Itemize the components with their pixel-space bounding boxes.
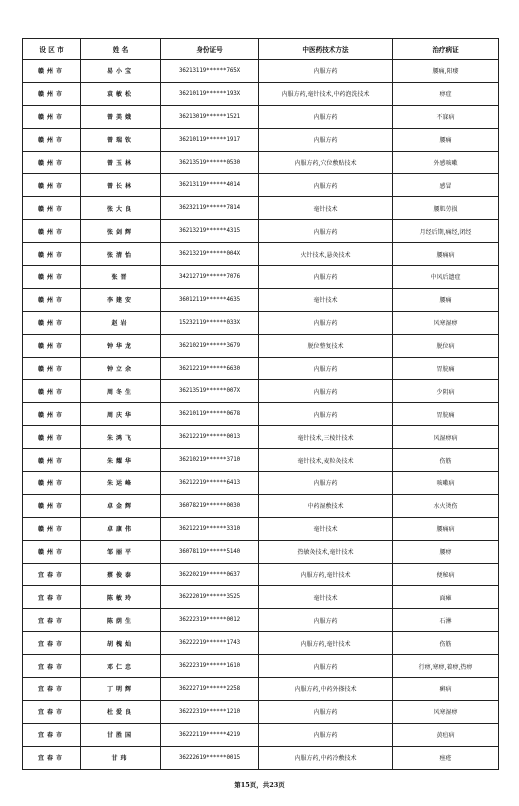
cell-method: 火针技术,悬灸技术 <box>259 243 393 266</box>
cell-method: 内服方药,毫针技术 <box>259 632 393 655</box>
cell-name: 赵岩 <box>81 311 161 334</box>
cell-city: 宜春市 <box>23 723 81 746</box>
cell-condition: 伤筋 <box>393 449 499 472</box>
cell-name: 胡槐灿 <box>81 632 161 655</box>
table-row <box>23 517 499 540</box>
cell-condition: 脱位病 <box>393 334 499 357</box>
cell-city: 赣州市 <box>23 128 81 151</box>
cell-city: 赣州市 <box>23 426 81 449</box>
cell-method: 内服方药 <box>259 105 393 128</box>
cell-condition: 水火烫伤 <box>393 494 499 517</box>
cell-method: 脱位整复技术 <box>259 334 393 357</box>
cell-id-number: 36213019******1521 <box>161 105 259 128</box>
cell-method: 内服方药 <box>259 472 393 495</box>
table-row <box>23 655 499 678</box>
cell-name: 邹丽平 <box>81 540 161 563</box>
cell-method: 热敏灸技术,毫针技术 <box>259 540 393 563</box>
cell-id-number: 36222119******4219 <box>161 723 259 746</box>
cell-city: 宜春市 <box>23 609 81 632</box>
header-id-number: 身份证号 <box>161 39 259 60</box>
cell-condition: 面瘫 <box>393 586 499 609</box>
table-row <box>23 311 499 334</box>
cell-condition: 腰痛 <box>393 128 499 151</box>
table-row <box>23 426 499 449</box>
cell-condition: 胃脘痛 <box>393 403 499 426</box>
header-name: 姓 名 <box>81 39 161 60</box>
cell-id-number: 36210219******3710 <box>161 449 259 472</box>
cell-method: 内服方药 <box>259 174 393 197</box>
cell-condition: 便秘病 <box>393 563 499 586</box>
cell-id-number: 36210119******0678 <box>161 403 259 426</box>
table-row <box>23 632 499 655</box>
cell-name: 蔡俊泰 <box>81 563 161 586</box>
cell-method: 内服方药 <box>259 723 393 746</box>
cell-id-number: 36012119******4635 <box>161 288 259 311</box>
table-row <box>23 609 499 632</box>
cell-condition: 腰痛病 <box>393 517 499 540</box>
cell-id-number: 36222719******2258 <box>161 678 259 701</box>
cell-name: 朱耀华 <box>81 449 161 472</box>
cell-name: 袁敏松 <box>81 82 161 105</box>
cell-id-number: 36212219******6630 <box>161 357 259 380</box>
cell-name: 周庆华 <box>81 403 161 426</box>
cell-name: 曾美娥 <box>81 105 161 128</box>
cell-city: 宜春市 <box>23 678 81 701</box>
cell-condition: 咳嗽病 <box>393 472 499 495</box>
cell-name: 邓仁忠 <box>81 655 161 678</box>
cell-method: 内服方药,中药冷敷技术 <box>259 746 393 769</box>
cell-name: 杜爱良 <box>81 700 161 723</box>
table-row <box>23 678 499 701</box>
cell-city: 赣州市 <box>23 449 81 472</box>
cell-id-number: 36222619******0015 <box>161 746 259 769</box>
cell-name: 周冬生 <box>81 380 161 403</box>
cell-method: 内服方药 <box>259 655 393 678</box>
cell-city: 宜春市 <box>23 632 81 655</box>
cell-method: 中药湿敷技术 <box>259 494 393 517</box>
cell-name: 甘玮 <box>81 746 161 769</box>
data-table-container <box>22 38 498 770</box>
cell-name: 陈荫生 <box>81 609 161 632</box>
cell-id-number: 36210219******3679 <box>161 334 259 357</box>
cell-name: 钟华龙 <box>81 334 161 357</box>
cell-city: 赣州市 <box>23 472 81 495</box>
cell-name: 丁明辉 <box>81 678 161 701</box>
cell-condition: 痤疮 <box>393 746 499 769</box>
table-row <box>23 174 499 197</box>
cell-city: 赣州市 <box>23 403 81 426</box>
cell-city: 宜春市 <box>23 746 81 769</box>
cell-method: 内服方药 <box>259 311 393 334</box>
cell-method: 内服方药 <box>259 220 393 243</box>
table-row <box>23 334 499 357</box>
cell-city: 赣州市 <box>23 540 81 563</box>
cell-city: 赣州市 <box>23 494 81 517</box>
cell-id-number: 36213219******004X <box>161 243 259 266</box>
cell-id-number: 36213119******765X <box>161 60 259 83</box>
cell-method: 内服方药 <box>259 609 393 632</box>
cell-condition: 伤筋 <box>393 632 499 655</box>
table-row <box>23 746 499 769</box>
table-row <box>23 723 499 746</box>
cell-id-number: 36222319******1610 <box>161 655 259 678</box>
table-row <box>23 380 499 403</box>
cell-condition: 腰痛 <box>393 288 499 311</box>
cell-condition: 腰痛,阳痿 <box>393 60 499 83</box>
cell-name: 张清怡 <box>81 243 161 266</box>
cell-name: 曾长林 <box>81 174 161 197</box>
table-row <box>23 288 499 311</box>
cell-name: 朱鸿飞 <box>81 426 161 449</box>
cell-id-number: 36213519******007X <box>161 380 259 403</box>
header-condition: 治疗病证 <box>393 39 499 60</box>
table-row <box>23 472 499 495</box>
cell-city: 赣州市 <box>23 311 81 334</box>
table-row <box>23 105 499 128</box>
cell-id-number: 34212719******7076 <box>161 266 259 289</box>
cell-method: 内服方药 <box>259 128 393 151</box>
cell-condition: 中风后遗症 <box>393 266 499 289</box>
cell-condition: 黄疸病 <box>393 723 499 746</box>
cell-id-number: 36222319******1210 <box>161 700 259 723</box>
cell-method: 毫针技术 <box>259 288 393 311</box>
cell-city: 赣州市 <box>23 220 81 243</box>
cell-id-number: 36220219******0637 <box>161 563 259 586</box>
practitioner-table <box>22 38 499 770</box>
cell-city: 宜春市 <box>23 700 81 723</box>
table-row <box>23 563 499 586</box>
cell-name: 甘胜国 <box>81 723 161 746</box>
cell-condition: 风寒湿痹 <box>393 311 499 334</box>
cell-condition: 感冒 <box>393 174 499 197</box>
cell-name: 曾瑞钦 <box>81 128 161 151</box>
cell-city: 赣州市 <box>23 380 81 403</box>
cell-method: 内服方药,穴位敷贴技术 <box>259 151 393 174</box>
table-row <box>23 403 499 426</box>
cell-condition: 月经后期,痛经,闭经 <box>393 220 499 243</box>
cell-condition: 癣病 <box>393 678 499 701</box>
cell-id-number: 36222219******1743 <box>161 632 259 655</box>
cell-condition: 少阴病 <box>393 380 499 403</box>
table-row <box>23 266 499 289</box>
cell-condition: 风寒湿痹 <box>393 700 499 723</box>
table-row <box>23 357 499 380</box>
cell-id-number: 36212219******6413 <box>161 472 259 495</box>
cell-city: 赣州市 <box>23 288 81 311</box>
table-row <box>23 151 499 174</box>
cell-condition: 不寐病 <box>393 105 499 128</box>
cell-id-number: 15232119******033X <box>161 311 259 334</box>
cell-city: 赣州市 <box>23 60 81 83</box>
cell-city: 赣州市 <box>23 151 81 174</box>
cell-condition: 胃脘痛 <box>393 357 499 380</box>
cell-method: 内服方药 <box>259 357 393 380</box>
cell-city: 赣州市 <box>23 266 81 289</box>
table-row <box>23 540 499 563</box>
cell-city: 赣州市 <box>23 517 81 540</box>
header-city: 设 区 市 <box>23 39 81 60</box>
cell-condition: 痹症 <box>393 82 499 105</box>
cell-method: 内服方药 <box>259 380 393 403</box>
cell-id-number: 36213119******4014 <box>161 174 259 197</box>
cell-condition: 外感咳嗽 <box>393 151 499 174</box>
cell-method: 内服方药,毫针技术 <box>259 563 393 586</box>
cell-city: 赣州市 <box>23 334 81 357</box>
cell-name: 张剑辉 <box>81 220 161 243</box>
cell-method: 毫针技术 <box>259 517 393 540</box>
cell-method: 内服方药 <box>259 266 393 289</box>
cell-id-number: 36078219******0030 <box>161 494 259 517</box>
cell-city: 赣州市 <box>23 197 81 220</box>
cell-condition: 腰肌劳损 <box>393 197 499 220</box>
cell-city: 赣州市 <box>23 174 81 197</box>
cell-id-number: 36232119******7814 <box>161 197 259 220</box>
cell-condition: 腰痛病 <box>393 243 499 266</box>
cell-id-number: 36213219******4315 <box>161 220 259 243</box>
cell-method: 内服方药 <box>259 403 393 426</box>
cell-name: 钟立余 <box>81 357 161 380</box>
table-row <box>23 82 499 105</box>
cell-condition: 行痹,寒痹,着痹,热痹 <box>393 655 499 678</box>
cell-method: 内服方药,毫针技术,中药泡洗技术 <box>259 82 393 105</box>
cell-id-number: 36213519******0530 <box>161 151 259 174</box>
table-row <box>23 128 499 151</box>
cell-city: 赣州市 <box>23 243 81 266</box>
cell-method: 内服方药,中药外搽技术 <box>259 678 393 701</box>
cell-condition: 石淋 <box>393 609 499 632</box>
cell-condition: 风湿痹病 <box>393 426 499 449</box>
cell-city: 赣州市 <box>23 82 81 105</box>
table-row <box>23 449 499 472</box>
cell-name: 卓康伟 <box>81 517 161 540</box>
table-row <box>23 243 499 266</box>
cell-id-number: 36210119******1917 <box>161 128 259 151</box>
cell-name: 朱运峰 <box>81 472 161 495</box>
cell-city: 宜春市 <box>23 563 81 586</box>
cell-method: 内服方药 <box>259 700 393 723</box>
cell-id-number: 36212219******3310 <box>161 517 259 540</box>
cell-condition: 腰痹 <box>393 540 499 563</box>
cell-method: 毫针技术 <box>259 586 393 609</box>
table-row <box>23 60 499 83</box>
cell-name: 卓金辉 <box>81 494 161 517</box>
cell-name: 张晋 <box>81 266 161 289</box>
cell-id-number: 36212219******0013 <box>161 426 259 449</box>
cell-name: 陈敏玲 <box>81 586 161 609</box>
table-row <box>23 494 499 517</box>
cell-name: 易小宝 <box>81 60 161 83</box>
cell-name: 张大良 <box>81 197 161 220</box>
table-row <box>23 197 499 220</box>
cell-method: 内服方药 <box>259 60 393 83</box>
cell-city: 赣州市 <box>23 105 81 128</box>
cell-name: 曾玉林 <box>81 151 161 174</box>
cell-city: 宜春市 <box>23 655 81 678</box>
cell-city: 赣州市 <box>23 357 81 380</box>
table-row <box>23 220 499 243</box>
cell-name: 李建安 <box>81 288 161 311</box>
header-method: 中医药技术方法 <box>259 39 393 60</box>
cell-id-number: 36078119******5140 <box>161 540 259 563</box>
table-header-row <box>23 39 499 60</box>
cell-method: 毫针技术,三棱针技术 <box>259 426 393 449</box>
table-row <box>23 586 499 609</box>
cell-id-number: 36222319******0012 <box>161 609 259 632</box>
table-row <box>23 700 499 723</box>
cell-city: 宜春市 <box>23 586 81 609</box>
cell-id-number: 36222019******3525 <box>161 586 259 609</box>
cell-method: 毫针技术 <box>259 197 393 220</box>
cell-method: 毫针技术,麦粒灸技术 <box>259 449 393 472</box>
table-body <box>23 60 499 770</box>
page-footer: 第15页，共23页 <box>234 781 285 789</box>
cell-id-number: 36210119******193X <box>161 82 259 105</box>
